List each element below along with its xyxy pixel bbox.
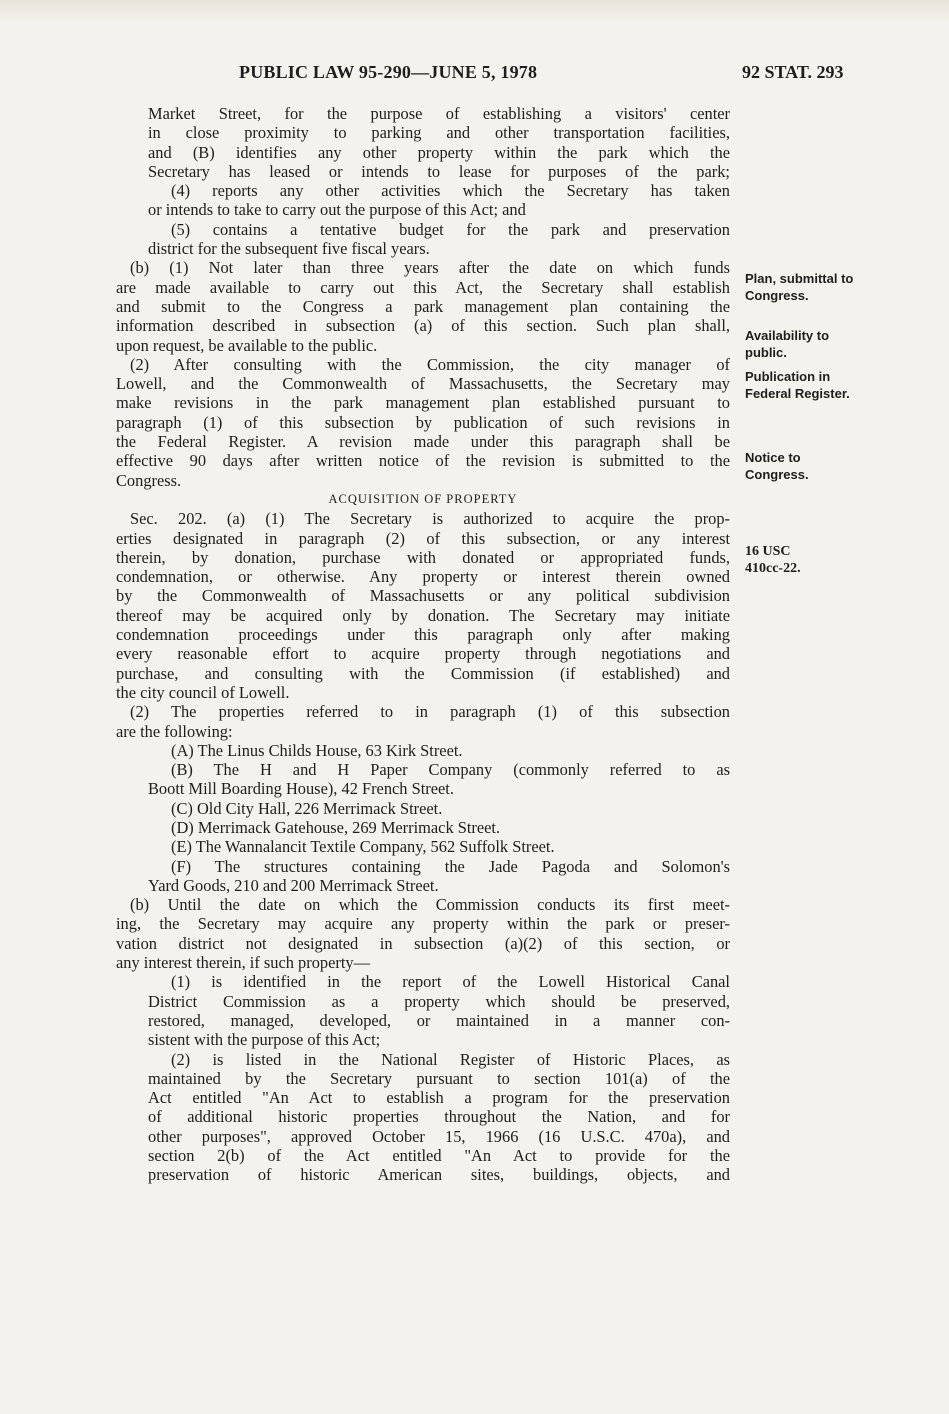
text-line: Secretary has leased or intends to lease for purposes of the park; xyxy=(148,161,730,181)
text-line: effective 90 days after written notice of the revision is submitted to the xyxy=(116,451,730,471)
text-line: and submit to the Congress a park management plan containing the xyxy=(116,296,730,316)
text-line: Sec. 202. (a) (1) The Secretary is authorized to acquire the prop- xyxy=(130,509,730,529)
margin-note-line: Availability to xyxy=(745,328,830,343)
note-notice xyxy=(745,449,809,483)
text-line: (C) Old City Hall, 226 Merrimack Street. xyxy=(171,798,443,818)
note-publication xyxy=(745,368,850,402)
margin-note-line: public. xyxy=(745,345,787,360)
text-line: (5) contains a tentative budget for the park and preservation xyxy=(171,219,730,239)
text-line: Lowell, and the Commonwealth of Massachusetts, the Secretary may xyxy=(116,374,730,394)
text-line: paragraph (1) of this subsection by publication of such revisions in xyxy=(116,412,730,432)
section-heading: ACQUISITION OF PROPERTY xyxy=(328,491,518,506)
text-line: Act entitled "An Act to establish a program for the preservation xyxy=(148,1088,730,1108)
text-line: preservation of historic American sites, buildings, objects, and xyxy=(148,1165,730,1185)
text-line: district for the subsequent five fiscal years. xyxy=(148,239,430,259)
text-line: or intends to take to carry out the purpose of this Act; and xyxy=(148,200,526,220)
text-line: make revisions in the park management plan established pursuant to xyxy=(116,393,730,413)
text-line: every reasonable effort to acquire property through negotiations and xyxy=(116,644,730,664)
text-line: vation district not designated in subsection (a)(2) of this section, or xyxy=(116,933,730,953)
text-line: sistent with the purpose of this Act; xyxy=(148,1030,381,1050)
margin-note-line: Congress. xyxy=(745,288,809,303)
text-line: (b) Until the date on which the Commission conducts its first meet- xyxy=(130,895,730,915)
margin-note-line: Publication in xyxy=(745,369,831,384)
text-line: condemnation proceedings under this paragraph only after making xyxy=(116,625,730,645)
text-line: (2) After consulting with the Commission, the city manager of xyxy=(130,354,730,374)
text-line: other purposes", approved October 15, 1966 (16 U.S.C. 470a), and xyxy=(148,1126,730,1146)
text-line: (b) (1) Not later than three years after the date on which funds xyxy=(130,258,730,278)
text-line: (A) The Linus Childs House, 63 Kirk Street. xyxy=(171,740,463,760)
text-line: condemnation, or otherwise. Any property or interest therein owned xyxy=(116,567,730,587)
text-line: by the Commonwealth of Massachusetts or any political subdivision xyxy=(116,586,730,606)
stat-page-reference: 92 STAT. 293 xyxy=(742,62,844,82)
margin-note-line: Federal Register. xyxy=(745,386,850,401)
text-line: the city council of Lowell. xyxy=(116,682,290,702)
text-line: (B) The H and H Paper Company (commonly referred to as xyxy=(171,760,730,780)
text-line: purchase, and consulting with the Commission (if established) and xyxy=(116,663,730,683)
text-line: (D) Merrimack Gatehouse, 269 Merrimack Street. xyxy=(171,817,501,837)
text-line: ing, the Secretary may acquire any property within the park or preser- xyxy=(116,914,730,934)
page-header xyxy=(0,62,949,88)
text-line: (2) is listed in the National Register of Historic Places, as xyxy=(171,1049,730,1069)
text-line: District Commission as a property which should be preserved, xyxy=(148,991,730,1011)
note-usc xyxy=(745,543,801,577)
text-line: erties designated in paragraph (2) of this subsection, or any interest xyxy=(116,528,730,548)
note-availability xyxy=(745,327,829,361)
text-line: upon request, be available to the public. xyxy=(116,335,378,355)
text-line: Market Street, for the purpose of establishing a visitors' center xyxy=(148,104,730,123)
text-line: restored, managed, developed, or maintained in a manner con- xyxy=(148,1010,730,1030)
text-line: any interest therein, if such property— xyxy=(116,953,370,973)
margin-note-line: Plan, submittal to xyxy=(745,271,854,286)
text-line: Yard Goods, 210 and 200 Merrimack Street. xyxy=(148,875,439,895)
text-line: the Federal Register. A revision made under this paragraph shall be xyxy=(116,432,730,452)
text-line: section 2(b) of the Act entitled "An Act to provide for the xyxy=(148,1146,730,1166)
running-head: PUBLIC LAW 95-290—JUNE 5, 1978 xyxy=(239,62,538,82)
text-line: (2) The properties referred to in paragraph (1) of this subsection xyxy=(130,702,730,722)
text-line: (F) The structures containing the Jade Pagoda and Solomon's xyxy=(171,856,730,876)
text-line: (E) The Wannalancit Textile Company, 562 Suffolk Street. xyxy=(171,837,555,857)
text-line: information described in subsection (a) of this section. Such plan shall, xyxy=(116,316,730,336)
text-line: and (B) identifies any other property within the park which the xyxy=(148,142,730,162)
text-line: are made available to carry out this Act, the Secretary shall establish xyxy=(116,277,730,297)
scan-edge xyxy=(0,0,949,22)
text-line: in close proximity to parking and other transportation facilities, xyxy=(148,123,730,143)
text-line: Boott Mill Boarding House), 42 French Street. xyxy=(148,779,454,799)
text-line: therein, by donation, purchase with donated or appropriated funds, xyxy=(116,547,730,567)
text-line: Congress. xyxy=(116,470,182,490)
body-text xyxy=(116,104,730,1185)
text-line: (4) reports any other activities which the Secretary has taken xyxy=(171,181,730,201)
margin-note-line: Notice to xyxy=(745,450,801,465)
text-line: are the following: xyxy=(116,721,233,741)
text-line: of additional historic properties throughout the Nation, and for xyxy=(148,1107,730,1127)
margin-note-line: 410cc-22. xyxy=(745,561,801,576)
text-line: (1) is identified in the report of the Lowell Historical Canal xyxy=(171,972,730,992)
margin-note-line: 16 USC xyxy=(745,544,791,559)
text-line: thereof may be acquired only by donation. The Secretary may initiate xyxy=(116,605,730,625)
note-plan-submittal xyxy=(745,270,853,304)
margin-note-line: Congress. xyxy=(745,467,809,482)
text-line: maintained by the Secretary pursuant to section 101(a) of the xyxy=(148,1068,730,1088)
